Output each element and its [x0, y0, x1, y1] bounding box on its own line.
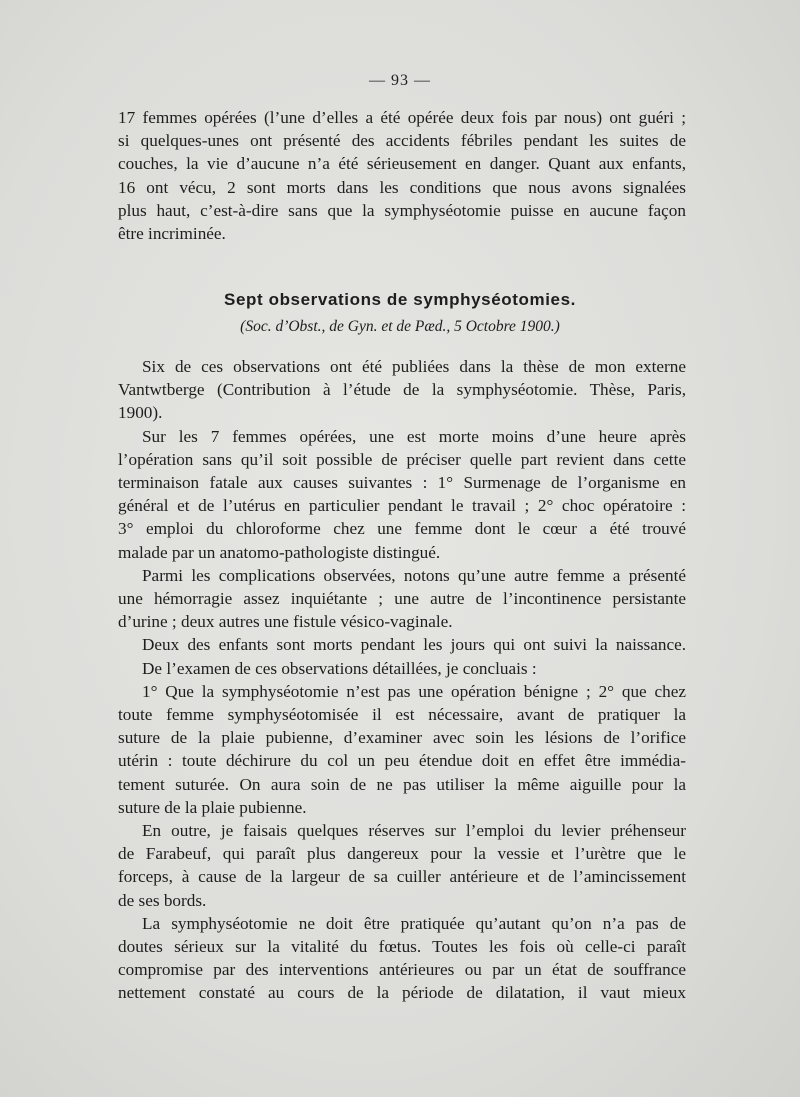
- text-line: si quelques-unes ont présenté des accidents fébriles pendant les suites de: [118, 131, 686, 151]
- text-line: tement suturée. On aura soin de ne pas utiliser la même aiguille pour la: [118, 774, 686, 794]
- text-line: 17 femmes opérées (l’une d’elles a été opérée deux fois par nous) ont guéri ;: [118, 108, 686, 127]
- text-line: toute femme symphyséotomisée il est nécessaire, avant de pratiquer la: [118, 705, 686, 725]
- text-line: La symphyséotomie ne doit être pratiquée qu’autant qu’on n’a pas de: [142, 913, 686, 933]
- text-line: d’urine ; deux autres une fistule vésico-vaginale.: [118, 612, 453, 632]
- section-title: Sept observations de symphyséotomies.: [224, 290, 576, 309]
- text-line: suture de la plaie pubienne, d’examiner avec soin les lésions de l’orifice: [118, 728, 686, 748]
- text-line: compromise par des interventions antérieures ou par un état de souffrance: [118, 960, 686, 980]
- text-line: une hémorragie assez inquiétante ; une autre de l’incontinence persistante: [118, 589, 686, 609]
- text-line: Parmi les complications observées, notons qu’une autre femme a présenté: [142, 565, 686, 585]
- intro-paragraph: [118, 106, 686, 245]
- text-line: plus haut, c’est-à-dire sans que la symphyséotomie puisse en aucune façon: [118, 200, 686, 220]
- text-line: être incriminée.: [118, 224, 226, 244]
- text-line: 1° Que la symphyséotomie n’est pas une opération bénigne ; 2° que chez: [142, 681, 686, 701]
- text-line: nettement constaté au cours de la période de dilatation, il vaut mieux: [118, 983, 686, 1003]
- text-line: suture de la plaie pubienne.: [118, 797, 307, 817]
- text-line: de ses bords.: [118, 890, 207, 910]
- body-text: [118, 355, 686, 1005]
- text-line: De l’examen de ces observations détaillées, je concluais :: [142, 658, 537, 678]
- text-line: l’opération sans qu’il soit possible de préciser quelle part revient dans cette: [118, 449, 686, 469]
- text-line: couches, la vie d’aucune n’a été sérieusement en danger. Quant aux enfants,: [118, 154, 686, 174]
- text-line: 16 ont vécu, 2 sont morts dans les conditions que nous avons signalées: [118, 177, 686, 197]
- text-line: Deux des enfants sont morts pendant les jours qui ont suivi la naissance.: [142, 635, 686, 655]
- section-subtitle: [0, 318, 800, 336]
- section-subtitle-text: (Soc. d’Obst., de Gyn. et de Pæd., 5 Octobre 1900.): [240, 318, 560, 335]
- text-line: Vantwtberge (Contribution à l’étude de la symphyséotomie. Thèse, Paris,: [118, 380, 686, 400]
- text-line: En outre, je faisais quelques réserves sur l’emploi du levier préhenseur: [142, 821, 686, 841]
- text-line: Sur les 7 femmes opérées, une est morte moins d’une heure après: [142, 426, 686, 446]
- text-line: 1900).: [118, 403, 163, 423]
- text-line: terminaison fatale aux causes suivantes : 1° Surmenage de l’organisme en: [118, 473, 686, 493]
- text-line: malade par un anatomo-pathologiste distingué.: [118, 542, 441, 562]
- text-line: doutes sérieux sur la vitalité du fœtus. Toutes les fois où celle-ci paraît: [118, 937, 686, 957]
- page-number: — 93 —: [369, 72, 431, 89]
- text-line: forceps, à cause de la largeur de sa cuiller antérieure et de l’amincissement: [118, 867, 686, 887]
- text-line: utérin : toute déchirure du col un peu étendue doit en effet être immédia-: [118, 751, 686, 771]
- text-line: de Farabeuf, qui paraît plus dangereux pour la vessie et l’urètre que le: [118, 844, 686, 864]
- text-line: Six de ces observations ont été publiées dans la thèse de mon externe: [142, 357, 686, 376]
- text-line: 3° emploi du chloroforme chez une femme dont le cœur a été trouvé: [118, 519, 686, 539]
- text-line: général et de l’utérus en particulier pendant le travail ; 2° choc opératoire :: [118, 496, 686, 516]
